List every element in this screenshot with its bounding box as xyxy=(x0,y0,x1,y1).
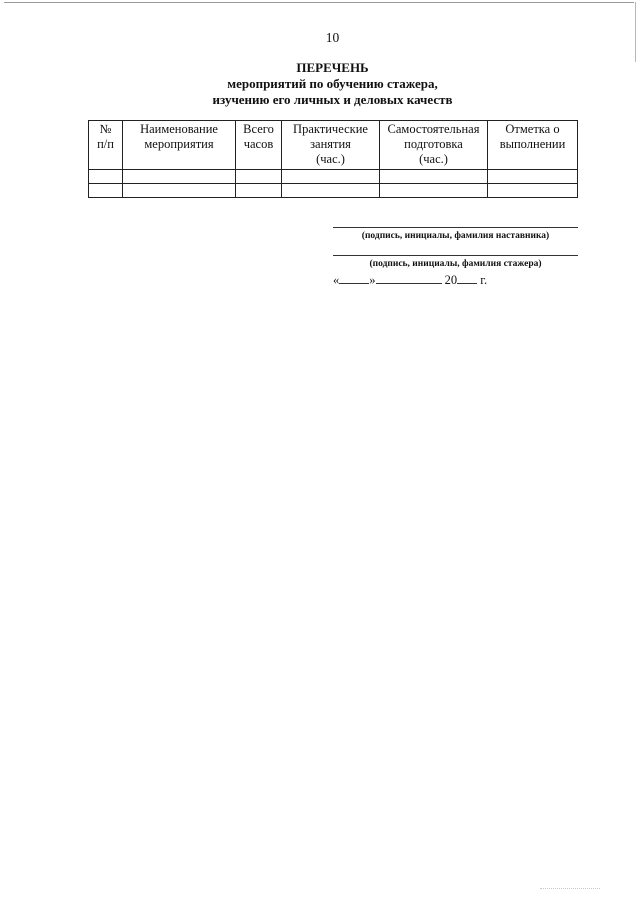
table-row xyxy=(89,170,578,184)
title-subtitle-line-1: мероприятий по обучению стажера, xyxy=(227,76,438,91)
header-practical-classes: Практические занятия (час.) xyxy=(282,121,380,170)
table-cell[interactable] xyxy=(123,170,236,184)
table-cell[interactable] xyxy=(236,170,282,184)
document-title xyxy=(0,60,640,108)
date-line xyxy=(333,272,487,288)
header-number: № п/п xyxy=(89,121,123,170)
date-open-quote: « xyxy=(333,273,340,287)
table-header-row xyxy=(89,121,578,170)
header-activity-name: Наименование мероприятия xyxy=(123,121,236,170)
header-self-study: Самостоятельная подготовка (час.) xyxy=(380,121,488,170)
month-blank[interactable] xyxy=(376,272,442,284)
title-heading: ПЕРЕЧЕНЬ xyxy=(296,60,369,75)
activities-table xyxy=(88,120,578,198)
table-row xyxy=(89,184,578,198)
header-total-hours: Всего часов xyxy=(236,121,282,170)
trainee-signature-caption: (подпись, инициалы, фамилия стажера) xyxy=(369,259,542,269)
table-cell[interactable] xyxy=(123,184,236,198)
page-edge-top xyxy=(4,2,634,3)
scan-artifact-mark xyxy=(540,888,600,889)
year-suffix: г. xyxy=(480,273,488,287)
title-subtitle-line-2: изучению его личных и деловых качеств xyxy=(212,92,453,107)
table-cell[interactable] xyxy=(89,184,123,198)
table-cell[interactable] xyxy=(236,184,282,198)
year-prefix: 20 xyxy=(444,273,458,287)
table-cell[interactable] xyxy=(380,184,488,198)
table-cell[interactable] xyxy=(282,184,380,198)
header-completion-mark: Отметка о выполнении xyxy=(488,121,578,170)
table-cell[interactable] xyxy=(282,170,380,184)
table-cell[interactable] xyxy=(380,170,488,184)
table-cell[interactable] xyxy=(89,170,123,184)
year-blank[interactable] xyxy=(457,272,477,284)
mentor-signature-caption: (подпись, инициалы, фамилия наставника) xyxy=(361,231,550,241)
page-number: 10 xyxy=(325,30,340,45)
day-blank[interactable] xyxy=(339,272,369,284)
table-cell[interactable] xyxy=(488,184,578,198)
table-cell[interactable] xyxy=(488,170,578,184)
date-close-quote: » xyxy=(369,273,376,287)
mentor-signature-line[interactable] xyxy=(333,227,578,228)
trainee-signature-line[interactable] xyxy=(333,255,578,256)
